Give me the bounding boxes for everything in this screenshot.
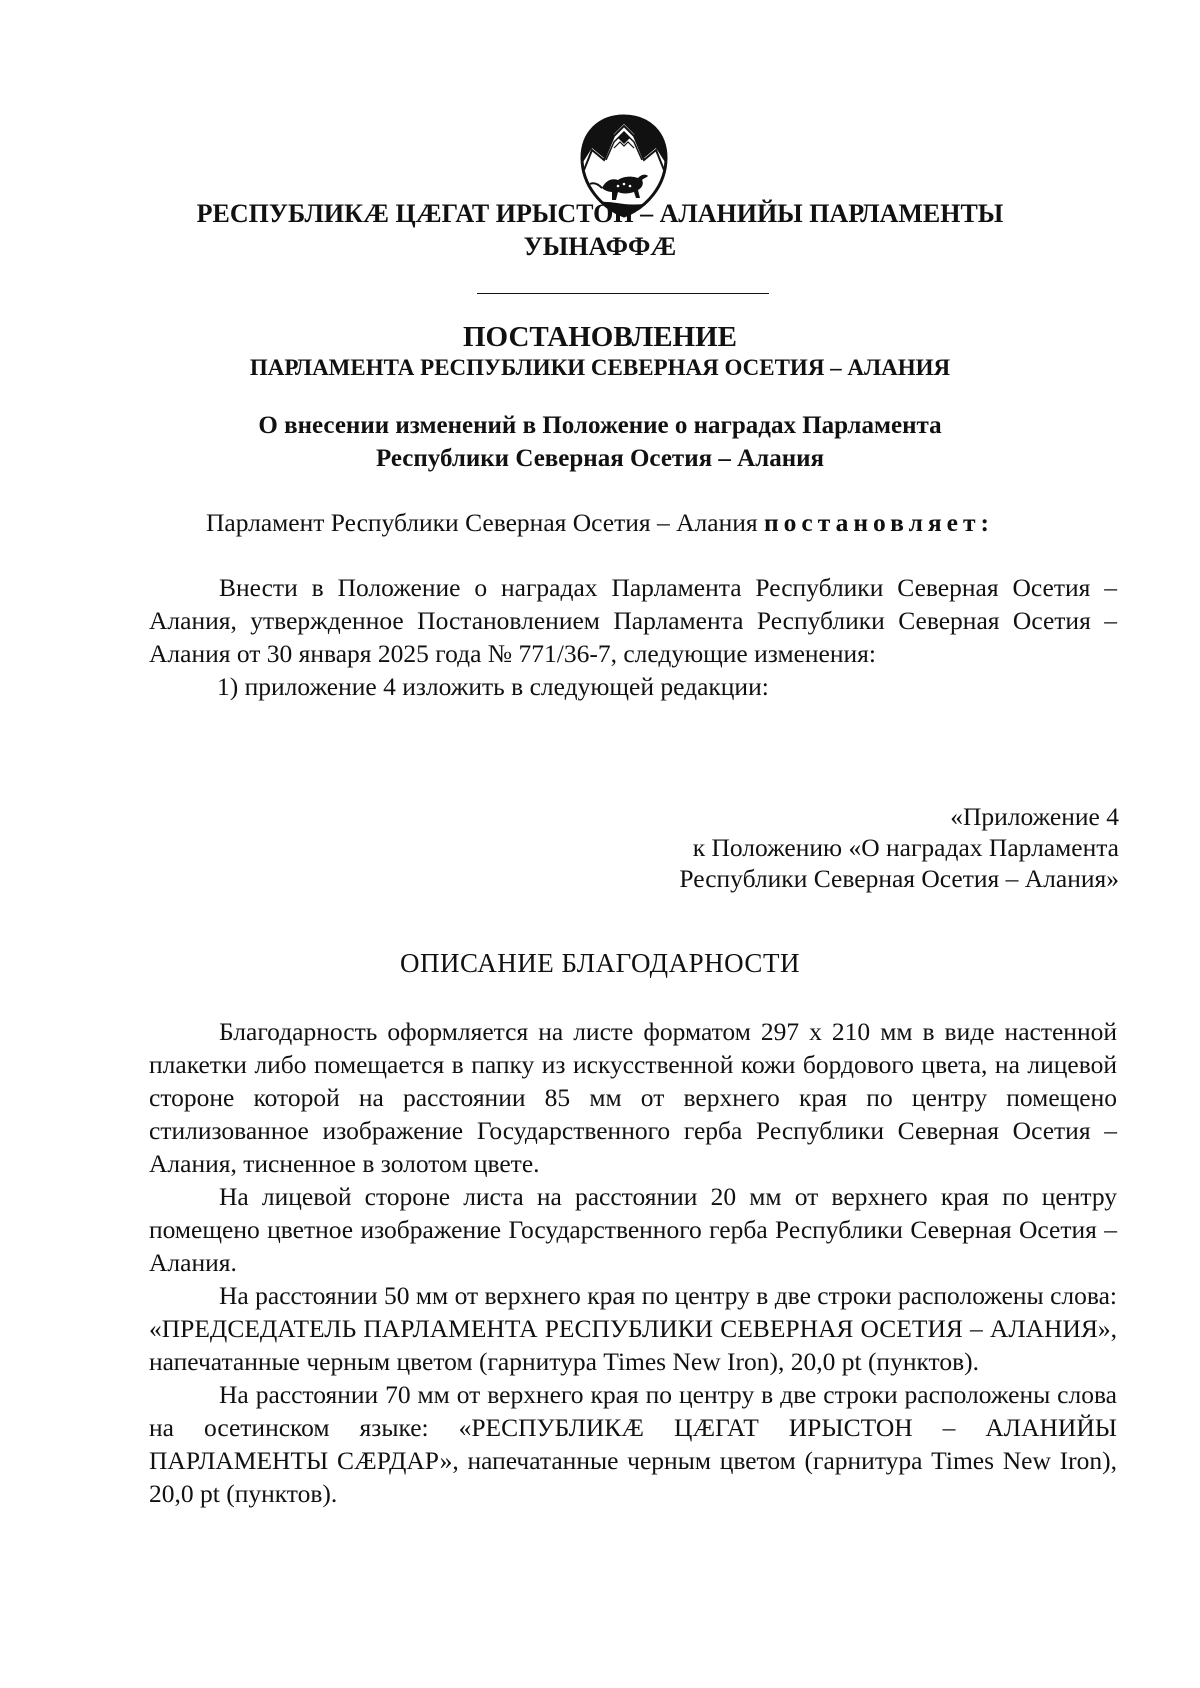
description-paragraph-1: Благодарность оформляется на листе форматом 297 х 210 мм в виде настенной плакетки либо помещается в папку из искусственной кожи бордового цвета, на лицевой стороне которой на расстоянии 85 мм от верхнего края по центру помещено стилизованное изображение Государственного герба Республики Северная Осетия – Алания, тисненное в золотом цвете. [149, 1017, 1117, 1178]
description-paragraph-2: На лицевой стороне листа на расстоянии 20 мм от верхнего края по центру помещено цветное изображение Государственного герба Республики Северная Осетия – Алания. [149, 1182, 1117, 1277]
description-paragraph-4: На расстоянии 70 мм от верхнего края по центру в две строки расположены слова на осетинском языке: «РЕСПУБЛИКӔ ЦӔГАТ ИРЫСТОН – АЛАНИЙЫ ПАРЛАМЕНТЫ СӔРДАР», напечатанные черным цветом (гарнитура Times New Iron), 20,0 pt (пунктов). [149, 1380, 1117, 1508]
appendix-line-1: «Приложение 4 [950, 802, 1119, 831]
description-paragraph-3: На расстоянии 50 мм от верхнего края по центру в две строки расположены слова: «ПРЕДСЕДАТЕЛЬ ПАРЛАМЕНТА РЕСПУБЛИКИ СЕВЕРНАЯ ОСЕТИЯ – АЛАНИЯ», напечатанные черным цветом (гарнитура Times New Iron), 20,0 pt (пунктов). [149, 1281, 1117, 1376]
subject-line-2: Республики Северная Осетия – Алания [375, 445, 825, 472]
appendix-line-3: Республики Северная Осетия – Алания» [679, 864, 1119, 893]
resolves-line [150, 506, 1050, 539]
description-body [149, 1015, 1117, 1510]
resolves-lead: Парламент Республики Северная Осетия – Алания [205, 508, 764, 537]
amendment-body [149, 571, 1117, 703]
description-title: ОПИСАНИЕ БЛАГОДАРНОСТИ [400, 948, 800, 978]
appendix-line-2: к Положению «О наградах Парламента [692, 833, 1119, 862]
resolves-word: постановляет: [763, 508, 995, 537]
appendix-reference [500, 801, 1119, 894]
issuer-title: ПАРЛАМЕНТА РЕСПУБЛИКИ СЕВЕРНАЯ ОСЕТИЯ – АЛАНИЯ [249, 355, 951, 380]
title-block [150, 320, 1050, 382]
subject-line-1: О внесении изменений в Положение о наградах Парламента [258, 412, 942, 439]
header-line-1: РЕСПУБЛИКӔ ЦӔГАТ ИРЫСТОН – АЛАНИЙЫ ПАРЛАМЕНТЫ [196, 199, 1004, 228]
header-line-2: УЫНАФФӔ [523, 232, 677, 261]
header-block [150, 197, 1050, 263]
amendment-paragraph: Внести в Положение о наградах Парламента Республики Северная Осетия – Алания, утвержденное Постановлением Парламента Республики Северная Осетия – Алания от 30 января 2025 года № 771/36-7, следующие изменения: [149, 573, 1117, 668]
document-type-title: ПОСТАНОВЛЕНИЕ [462, 321, 737, 353]
amendment-item-1: 1) приложение 4 изложить в следующей редакции: [217, 672, 769, 701]
header-divider [477, 293, 769, 294]
subject-block [150, 409, 1050, 475]
